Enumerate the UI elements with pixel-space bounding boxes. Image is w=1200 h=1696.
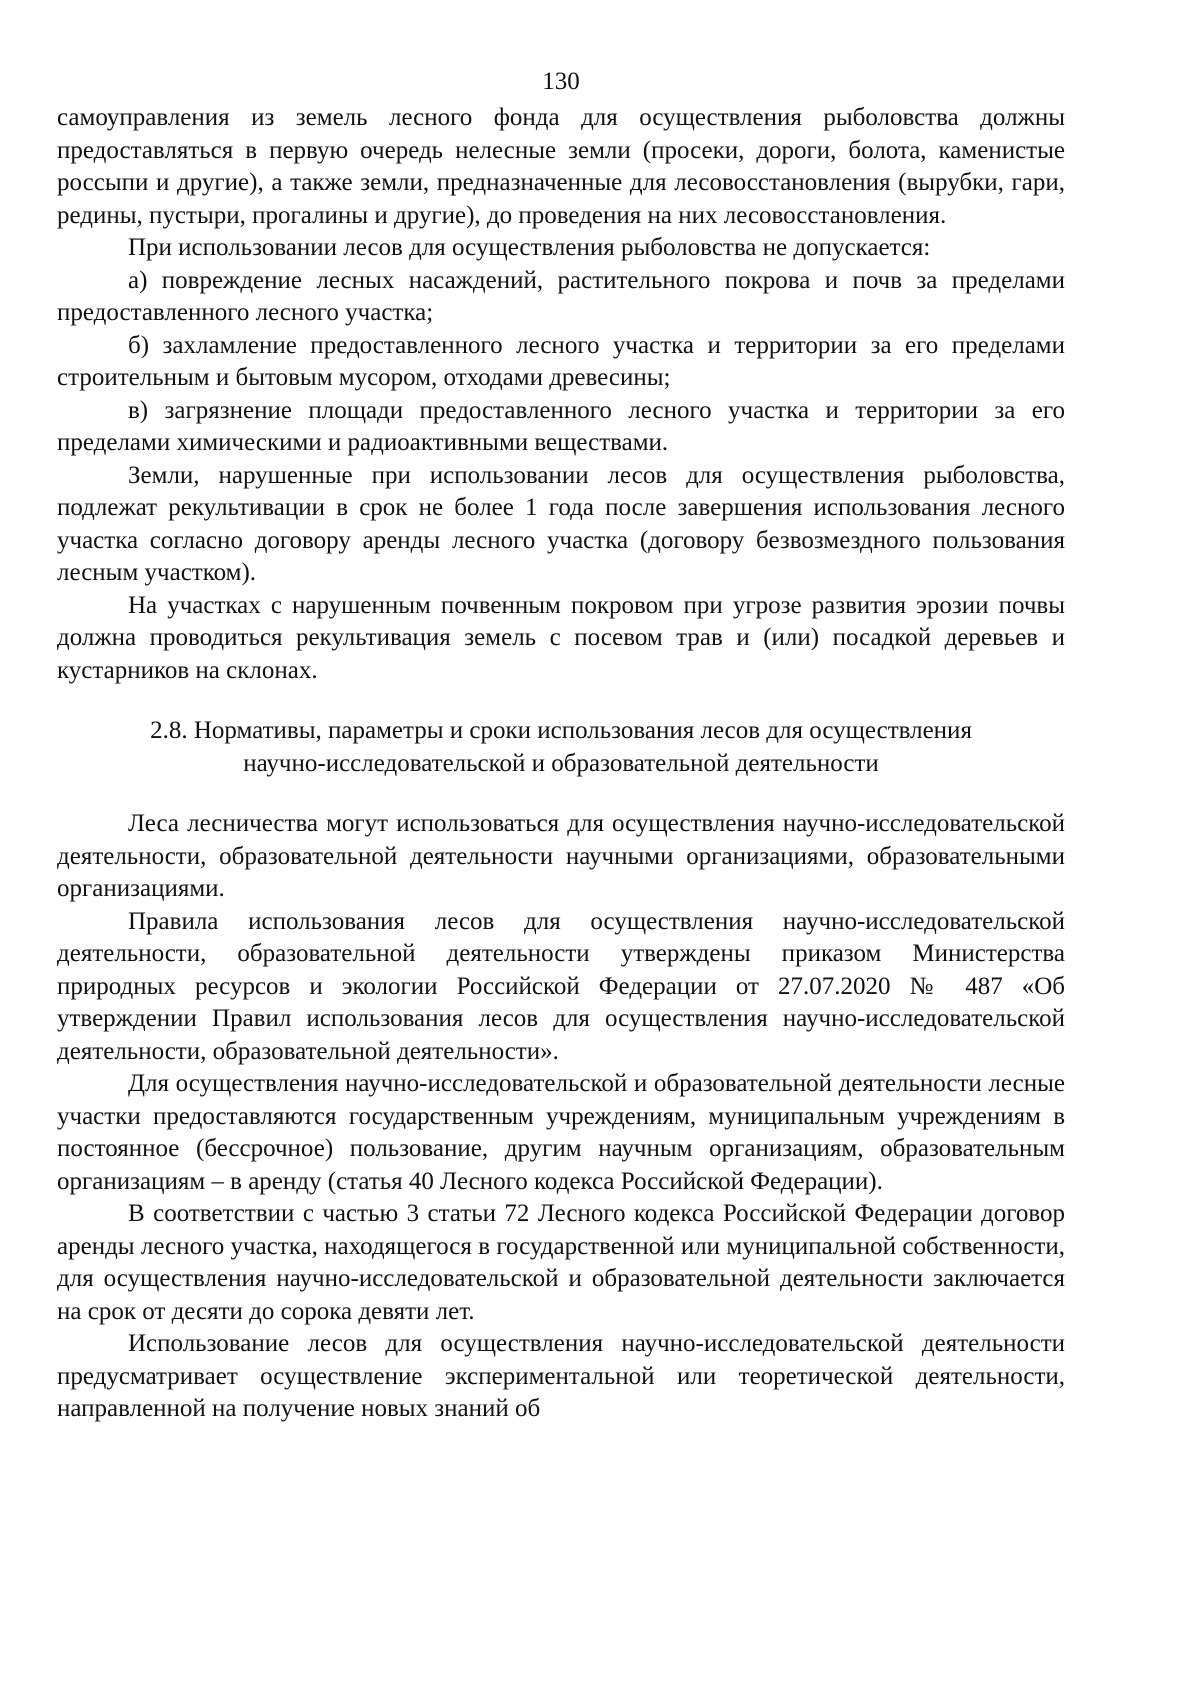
paragraph: Использование лесов для осуществления научно-исследовательской деятельности предусматривает осуществление экспериментальной или теоретической деятельности, направленной на получение новых знаний об: [57, 1330, 1065, 1422]
paragraph: Земли, нарушенные при использовании лесов для осуществления рыболовства, подлежат рекультивации в срок не более 1 года после завершения использования лесного участка согласно договору аренды лесного участка (договору безвозмездного пользования лесным участком).: [57, 461, 1065, 586]
list-item-a: а) повреждение лесных насаждений, растительного покрова и почв за пределами предоставленного лесного участка;: [57, 266, 1065, 326]
paragraph: На участках с нарушенным почвенным покровом при угрозе развития эрозии почвы должна проводиться рекультивация земель с посевом трав и (или) посадкой деревьев и кустарников на склонах.: [57, 591, 1065, 684]
paragraphs-before: [57, 102, 1065, 687]
list-item-c: в) загрязнение площади предоставленного лесного участка и территории за его пределами химическими и радиоактивными веществами.: [57, 396, 1065, 456]
paragraphs-after: [57, 808, 1065, 1426]
document-page: [57, 66, 1065, 1426]
paragraph: Для осуществления научно-исследовательской и образовательной деятельности лесные участки предоставляются государственным учреждениям, муниципальным учреждениям в постоянное (бессрочное) пользование, другим научным организациям, образовательным организациям – в аренду (статья 40 Лесного кодекса Российской Федерации).: [57, 1070, 1065, 1195]
paragraph: При использовании лесов для осуществления рыболовства не допускается:: [128, 234, 931, 261]
page-number: 130: [542, 68, 580, 95]
paragraph: Правила использования лесов для осуществления научно-исследовательской деятельности, образовательной деятельности утверждены приказом Министерства природных ресурсов и экологии Российской Федерации от 27.07.2020 № 487 «Об утверждении Правил использования лесов для осуществления научно-исследовательской деятельности, образовательной деятельности».: [57, 907, 1065, 1065]
section-heading: [57, 715, 1065, 780]
section-heading-line1: 2.8. Нормативы, параметры и сроки использования лесов для осуществления: [150, 717, 972, 744]
section-heading-line2: научно-исследовательской и образовательной деятельности: [243, 749, 879, 777]
paragraph: Леса лесничества могут использоваться для осуществления научно-исследовательской деятельности, образовательной деятельности научными организациями, образовательными организациями.: [57, 810, 1065, 902]
paragraph: самоуправления из земель лесного фонда для осуществления рыболовства должны предоставляться в первую очередь нелесные земли (просеки, дороги, болота, каменистые россыпи и другие), а также земли, предназначенные для лесовосстановления (вырубки, гари, редины, пустыри, прогалины и другие), до проведения на них лесовосстановления.: [57, 104, 1065, 229]
paragraph: В соответствии с частью 3 статьи 72 Лесного кодекса Российской Федерации договор аренды лесного участка, находящегося в государственной или муниципальной собственности, для осуществления научно-исследовательской и образовательной деятельности заключается на срок от десяти до сорока девяти лет.: [57, 1200, 1065, 1325]
list-item-b: б) захламление предоставленного лесного участка и территории за его пределами строительным и бытовым мусором, отходами древесины;: [57, 331, 1065, 391]
